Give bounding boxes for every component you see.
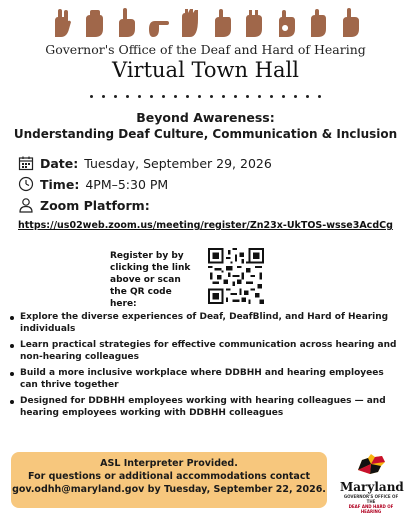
asl-hand-icon	[49, 7, 75, 39]
maryland-flag-icon	[354, 452, 388, 476]
list-item: Explore the diverse experiences of Deaf, DeafBlind, and Hard of Hearing individuals	[8, 312, 400, 335]
maryland-logo	[340, 452, 404, 514]
logo-subtext-office: DEAF AND HARD OF HEARING	[348, 504, 394, 514]
bullet-list	[8, 312, 400, 424]
asl-hand-icon	[81, 7, 107, 39]
asl-hand-icon	[113, 7, 139, 39]
time-row	[18, 176, 168, 192]
qr-code-icon[interactable]	[208, 248, 264, 304]
organization-name: Governor's Office of the Deaf and Hard of Hearing	[45, 42, 366, 57]
date-row	[18, 155, 272, 171]
clock-icon	[18, 176, 34, 192]
time-value: 4PM–5:30 PM	[85, 176, 169, 192]
zoom-registration-link[interactable]: https://us02web.zoom.us/meeting/register/Zn23x-UkTOS-wsse3AcdCg	[18, 220, 393, 231]
asl-hand-icon	[209, 7, 235, 39]
contact-email-deadline: gov.odhh@maryland.gov by Tuesday, September 22, 2026.	[12, 484, 326, 495]
platform-row	[18, 197, 150, 213]
register-instructions: Register by by clicking the link above or scan the QR code here:	[110, 251, 191, 309]
list-item: Learn practical strategies for effective communication across hearing and non-hearing colleagues	[8, 340, 400, 363]
maryland-wordmark: Maryland	[340, 480, 404, 494]
person-icon	[18, 197, 34, 213]
time-label: Time:	[40, 176, 80, 192]
accommodations-box	[11, 452, 327, 508]
event-subtitle: Beyond Awareness:	[136, 110, 275, 125]
asl-fingerspelling-banner	[0, 7, 411, 41]
contact-text: For questions or additional accommodations contact	[27, 471, 310, 482]
asl-hand-icon	[337, 7, 363, 39]
date-value: Tuesday, September 29, 2026	[84, 155, 272, 171]
dotted-divider	[90, 95, 321, 99]
asl-hand-icon	[241, 7, 267, 39]
asl-hand-icon	[177, 7, 203, 39]
platform-label: Zoom Platform:	[40, 197, 150, 213]
list-item: Designed for DDBHH employees working with hearing colleagues — and hearing employees working with DDBHH colleagues	[8, 396, 400, 419]
asl-hand-icon	[305, 7, 331, 39]
event-subtitle-line2: Understanding Deaf Culture, Communication & Inclusion	[13, 127, 398, 141]
asl-notice: ASL Interpreter Provided.	[100, 458, 238, 469]
date-label: Date:	[40, 155, 79, 171]
logo-subtext: GOVERNOR'S OFFICE OF THE	[343, 494, 399, 504]
calendar-icon	[18, 155, 34, 171]
asl-hand-icon	[273, 7, 299, 39]
list-item: Build a more inclusive workplace where DDBHH and hearing employees can thrive together	[8, 368, 400, 391]
page-title: Virtual Town Hall	[112, 58, 299, 82]
asl-hand-icon	[145, 7, 171, 39]
